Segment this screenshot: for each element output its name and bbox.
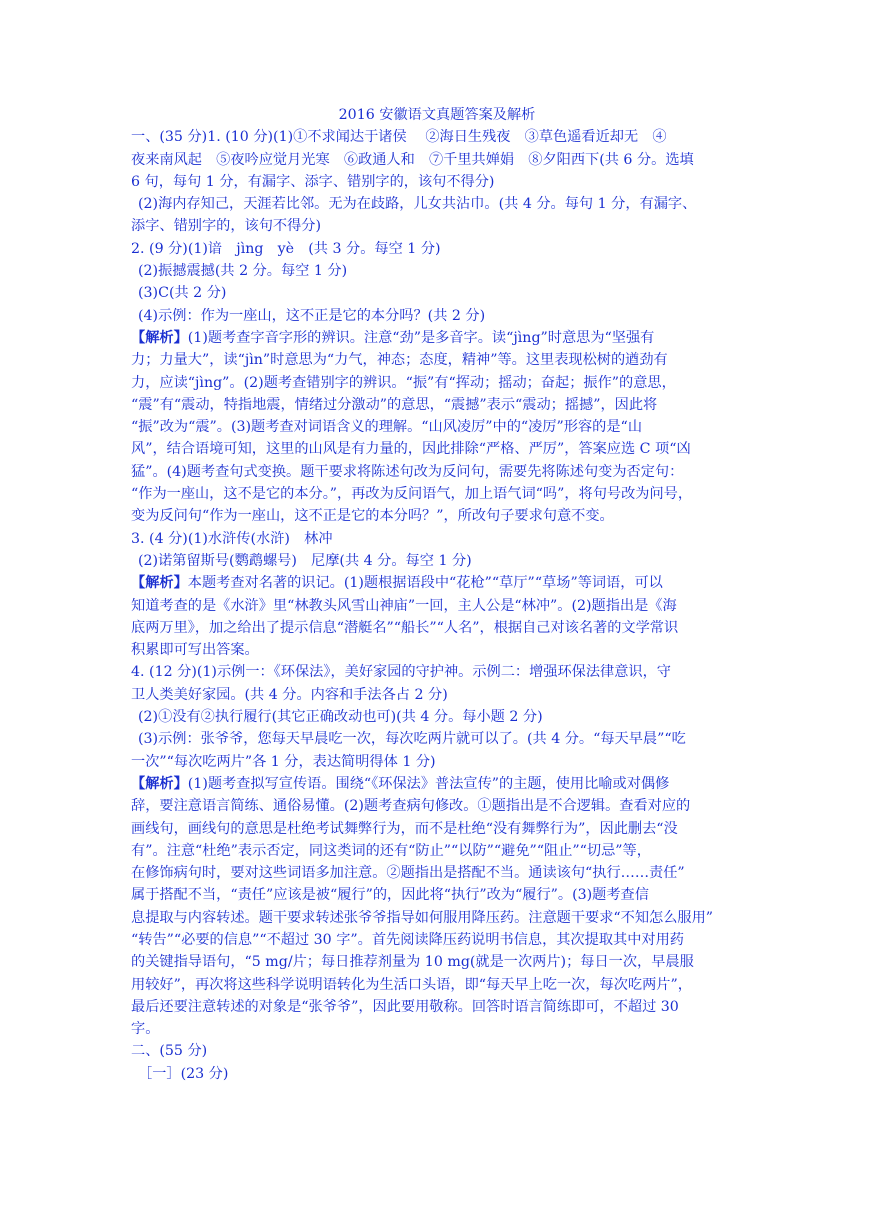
line-text: 二、(55 分)	[131, 1043, 208, 1060]
line-text: (2)振撼震撼(共 2 分。每空 1 分)	[138, 263, 348, 280]
line-text: “作为一座山，这不是它的本分。”，再改为反问语气，加上语气词“吗”，将句号改为问号，	[131, 486, 693, 503]
text-line	[131, 349, 743, 371]
text-line	[131, 595, 743, 617]
text-line	[131, 483, 743, 505]
line-text: 在修饰病句时，要对这些词语多加注意。②题指出是搭配不当。通读该句“执行……责任”	[131, 865, 685, 882]
text-line	[131, 929, 743, 951]
line-text: 息提取与内容转述。题干要求转述张爷爷指导如何服用降压药。注意题干要求“不知怎么服用”	[131, 909, 714, 926]
line-text: 一次”“每次吃两片”各 1 分，表达简明得体 1 分)	[131, 753, 436, 770]
text-line	[131, 884, 743, 906]
line-text: (4)示例：作为一座山，这不正是它的本分吗？(共 2 分)	[138, 307, 486, 324]
line-text: “震”有“震动，特指地震，情绪过分激动”的意思，“震撼”表示“震动；摇撼”，因此将	[131, 396, 658, 413]
text-line	[131, 171, 743, 193]
text-line	[131, 193, 743, 215]
text-line	[131, 907, 743, 929]
text-line	[131, 951, 743, 973]
text-line	[131, 684, 743, 706]
line-text: (2)①没有②执行履行(其它正确改动也可)(共 4 分。每小题 2 分)	[138, 709, 543, 726]
text-line	[131, 505, 743, 527]
text-line	[131, 617, 743, 639]
analysis-label: 【解析】	[131, 329, 188, 346]
line-text: 夜来南风起 ⑤夜吟应觉月光寒 ⑥政通人和 ⑦千里共婵娟 ⑧夕阳西下(共 6 分。选填	[131, 151, 694, 168]
line-text: 画线句，画线句的意思是杜绝考试舞弊行为，而不是杜绝“没有舞弊行为”，因此删去“没	[131, 820, 678, 837]
line-text: ［一］(23 分)	[138, 1065, 229, 1082]
line-text: 辞，要注意语言简练、通俗易懂。(2)题考查病句修改。①题指出是不合逻辑。查看对应的	[131, 798, 691, 815]
text-line	[131, 1040, 743, 1062]
line-text: “振”改为“震”。(3)题考查对词语含义的理解。“山风凌厉”中的“凌厉”形容的是“山	[131, 419, 643, 436]
line-text: 有”。注意“杜绝”表示否定，同这类词的还有“防止”“以防”“避免”“阻止”“切忌”等，	[131, 842, 651, 859]
text-line	[131, 818, 743, 840]
page-title: 2016 安徽语文真题答案及解析	[338, 107, 536, 123]
line-text: 4. (12 分)(1)示例一：《环保法》，美好家园的守护神。示例二：增强环保法律意识，守	[131, 664, 671, 681]
line-text: 猛”。(4)题考查句式变换。题干要求将陈述句改为反问句，需要先将陈述句变为否定句：	[131, 463, 684, 480]
text-line	[131, 840, 743, 862]
line-text: 变为反问句“作为一座山，这不正是它的本分吗？”，所改句子要求句意不变。	[131, 508, 614, 525]
text-line	[131, 238, 743, 260]
text-line	[131, 996, 743, 1018]
text-line	[131, 550, 743, 572]
answer-text	[131, 104, 743, 1085]
text-line	[131, 327, 743, 349]
text-line	[131, 751, 743, 773]
text-line	[131, 1018, 743, 1040]
line-text: 用较好”，再次将这些科学说明语转化为生活口头语，即“每天早上吃一次，每次吃两片”，	[131, 976, 692, 993]
line-text: 力，应读“jìng”。(2)题考查错别字的辨识。“振”有“挥动；摇动；奋起；振作”的意思，	[131, 374, 676, 391]
line-text: 积累即可写出答案。	[131, 642, 259, 659]
text-line	[131, 260, 743, 282]
text-line	[131, 461, 743, 483]
line-text: 属于搭配不当，“责任”应该是被“履行”的，因此将“执行”改为“履行”。(3)题考查信	[131, 887, 649, 904]
text-line	[131, 974, 743, 996]
text-line	[131, 728, 743, 750]
line-text: 添字、错别字的，该句不得分)	[131, 218, 321, 235]
line-text: (1)题考查拟写宣传语。围绕“《环保法》普法宣传”的主题，使用比喻或对偶修	[187, 775, 670, 792]
text-line	[131, 394, 743, 416]
text-line	[131, 639, 743, 661]
text-line	[131, 215, 743, 237]
text-line	[131, 862, 743, 884]
text-lines	[131, 126, 743, 1085]
line-text: 6 句，每句 1 分，有漏字、添字、错别字的，该句不得分)	[131, 173, 495, 190]
line-text: 知道考查的是《水浒》里“林教头风雪山神庙”一回，主人公是“林冲”。(2)题指出是《海	[131, 597, 677, 614]
line-text: (1)题考查字音字形的辨识。注意“劲”是多音字。读“jìng”时意思为“坚强有	[187, 329, 655, 346]
line-text: (2)诺第留斯号(鹦鹉螺号) 尼摩(共 4 分。每空 1 分)	[138, 552, 472, 569]
text-line	[131, 126, 743, 148]
text-line	[131, 795, 743, 817]
analysis-label: 【解析】	[131, 775, 188, 792]
line-text: 一、(35 分)1. (10 分)(1)①不求闻达于诸侯 ②海日生残夜 ③草色遥看近却无 ④	[131, 129, 667, 146]
text-line	[131, 149, 743, 171]
line-text: (2)海内存知己，天涯若比邻。无为在歧路，儿女共沾巾。(共 4 分。每句 1 分，有漏字、	[138, 196, 697, 213]
line-text: 的关键指导语句，“5 mg/片；每日推荐剂量为 10 mg(就是一次两片)；每日一次，早晨服	[131, 954, 694, 971]
text-line	[131, 572, 743, 594]
line-text: 3. (4 分)(1)水浒传(水浒) 林冲	[131, 530, 333, 547]
text-line	[131, 528, 743, 550]
line-text: (3)C(共 2 分)	[138, 285, 227, 302]
text-line	[131, 372, 743, 394]
text-line	[131, 282, 743, 304]
line-text: 本题考查对名著的识记。(1)题根据语段中“花枪”“草厅”“草场”等词语，可以	[187, 575, 663, 592]
text-line	[131, 416, 743, 438]
line-text: 最后还要注意转述的对象是“张爷爷”，因此要用敬称。回答时语言简练即可，不超过 30	[131, 998, 679, 1015]
text-line	[131, 305, 743, 327]
text-line	[131, 1063, 743, 1085]
line-text: 底两万里》，加之给出了提示信息“潜艇名”“船长”“人名”，根据自己对该名著的文学常识	[131, 619, 679, 636]
text-line	[131, 438, 743, 460]
text-line	[131, 773, 743, 795]
line-text: 风”，结合语境可知，这里的山风是有力量的，因此排除“严格、严厉”，答案应选 C 项“凶	[131, 441, 691, 458]
line-text: “转告”“必要的信息”“不超过 30 字”。首先阅读降压药说明书信息，其次提取其中对用药	[131, 931, 684, 948]
text-line	[131, 706, 743, 728]
line-text: 字。	[131, 1021, 160, 1038]
line-text: (3)示例：张爷爷，您每天早晨吃一次，每次吃两片就可以了。(共 4 分。“每天早晨”“吃	[138, 731, 686, 748]
text-line	[131, 661, 743, 683]
line-text: 2. (9 分)(1)谙 jìng yè (共 3 分。每空 1 分)	[131, 240, 441, 257]
line-text: 卫人类美好家园。(共 4 分。内容和手法各占 2 分)	[131, 686, 448, 703]
line-text: 力；力量大”，读“jìn”时意思为“力气，神态；态度，精神”等。这里表现松树的遒劲有	[131, 352, 668, 369]
analysis-label: 【解析】	[131, 575, 188, 592]
